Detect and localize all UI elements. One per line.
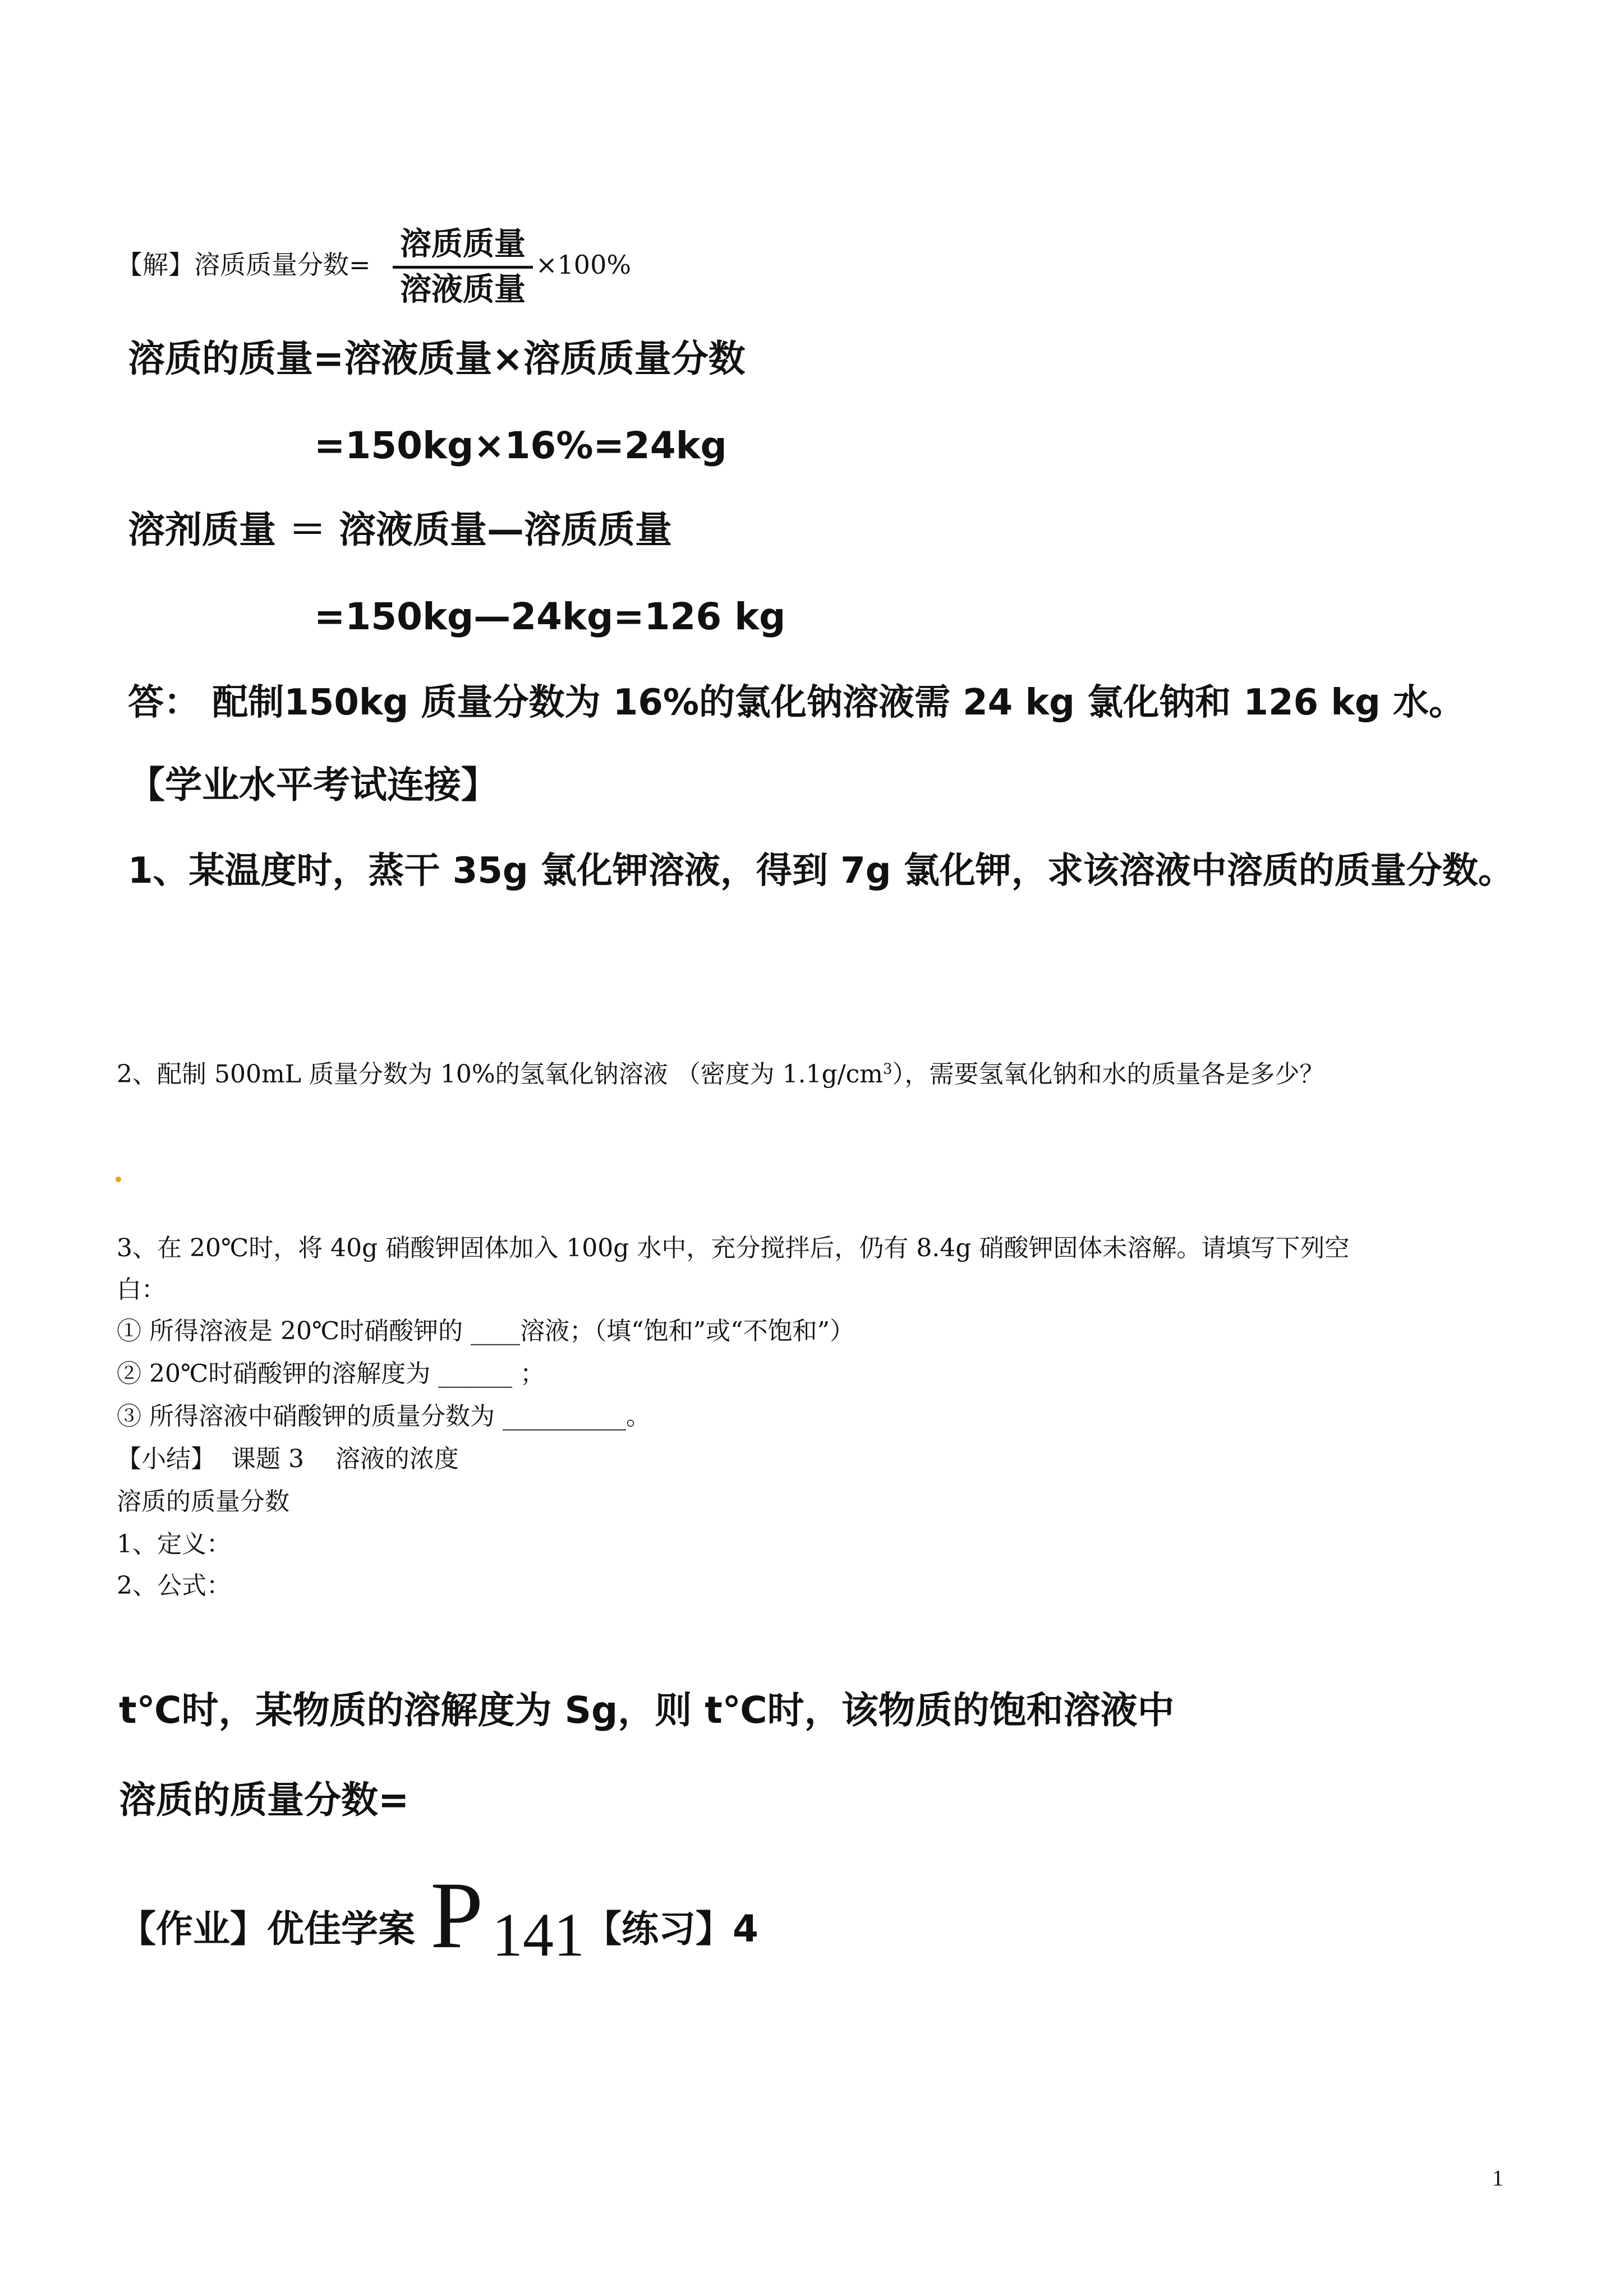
question-3-item-3: ③ 所得溶液中硝酸钾的质量分数为 __________。 bbox=[117, 1402, 651, 1431]
solution-line-4: =150kg—24kg=126 kg bbox=[314, 595, 786, 638]
solution-line-1: 溶质的质量=溶液质量×溶质质量分数 bbox=[128, 337, 746, 380]
saturated-line-2: 溶质的质量分数= bbox=[119, 1778, 410, 1822]
summary-subheading: 溶质的质量分数 bbox=[117, 1487, 289, 1516]
solution-line-2: =150kg×16%=24kg bbox=[314, 424, 727, 467]
question-3-line-1: 3、在 20℃时，将 40g 硝酸钾固体加入 100g 水中，充分搅拌后，仍有 8.4g 硝酸钾固体未溶解。请填写下列空 bbox=[117, 1234, 1350, 1262]
summary-formula: 2、公式： bbox=[117, 1571, 231, 1600]
mass-fraction-formula bbox=[393, 223, 533, 311]
question-3-line-2: 白： bbox=[117, 1275, 166, 1304]
question-3-item-1: ① 所得溶液是 20℃时硝酸钾的 ____溶液；（填“饱和”或“不饱和”） bbox=[117, 1317, 855, 1345]
solution-suffix: ×100% bbox=[536, 250, 632, 280]
homework-page-letter: P bbox=[430, 1862, 484, 1968]
fraction-denominator: 溶液质量 bbox=[400, 271, 526, 308]
homework-page-number: 141 bbox=[492, 1901, 585, 1969]
question-2-text-before: 2、配制 500mL 质量分数为 10%的氢氧化钠溶液 （密度为 1.1g/cm bbox=[117, 1060, 883, 1089]
question-2-text-after: ），需要氢氧化钠和水的质量各是多少？ bbox=[892, 1060, 1324, 1089]
question-1: 1、某温度时，蒸干 35g 氯化钾溶液，得到 7g 氯化钾，求该溶液中溶质的质量分数。 bbox=[128, 850, 1514, 892]
saturated-line-1: t℃时，某物质的溶解度为 Sg，则 t℃时，该物质的饱和溶液中 bbox=[119, 1689, 1175, 1732]
homework-prefix: 【作业】优佳学案 bbox=[119, 1907, 415, 1951]
homework-suffix: 【练习】4 bbox=[585, 1907, 758, 1951]
solution-prefix: 【解】溶质质量分数= bbox=[117, 250, 371, 280]
summary-heading: 【小结】 课题 3 溶液的浓度 bbox=[117, 1445, 459, 1473]
section-heading-link: 【学业水平考试连接】 bbox=[128, 763, 498, 806]
solution-line-3: 溶剂质量 ＝ 溶液质量—溶质质量 bbox=[128, 508, 672, 551]
solution-answer: 答： 配制150kg 质量分数为 16%的氯化钠溶液需 24 kg 氯化钠和 126 kg 水。 bbox=[128, 682, 1465, 723]
summary-definition: 1、定义： bbox=[117, 1530, 231, 1559]
fraction-numerator: 溶质质量 bbox=[400, 226, 526, 262]
stray-mark bbox=[116, 1177, 121, 1182]
question-2-superscript: 3 bbox=[882, 1061, 892, 1078]
question-2 bbox=[117, 1059, 1324, 1090]
page-number: 1 bbox=[1492, 2165, 1503, 2191]
question-3-item-2: ② 20℃时硝酸钾的溶解度为 ______ ； bbox=[117, 1359, 545, 1388]
